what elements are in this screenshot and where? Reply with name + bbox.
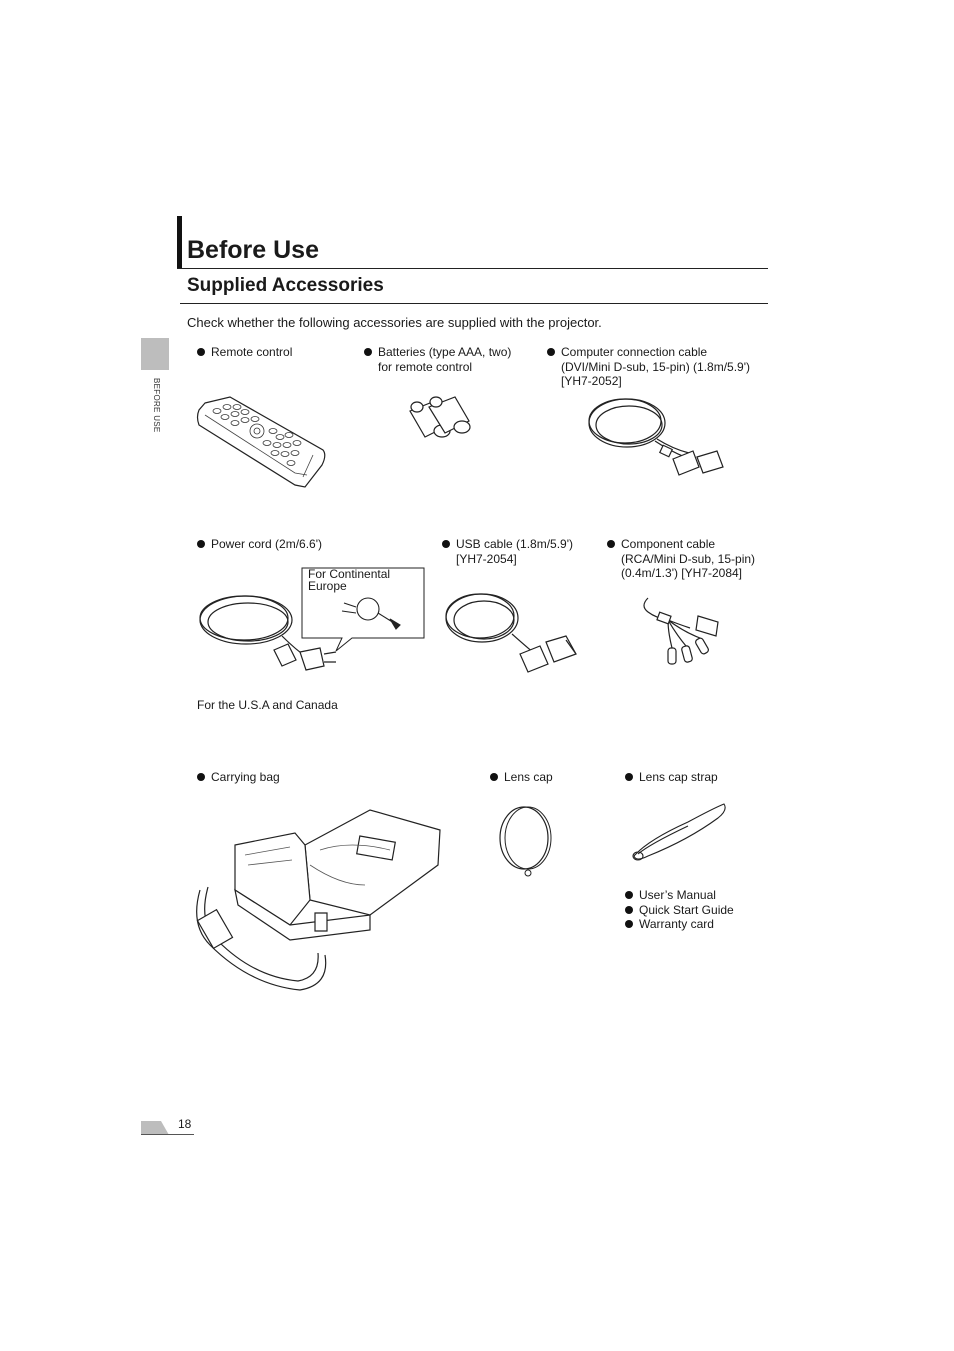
continental-label xyxy=(308,569,390,592)
item-label-line2: (DVI/Mini D-sub, 15-pin) (1.8m/5.9') xyxy=(561,359,751,374)
bullet xyxy=(197,773,205,781)
document-label: Quick Start Guide xyxy=(639,902,734,917)
title-accent-bar xyxy=(177,216,182,268)
item-label: USB cable (1.8m/5.9') xyxy=(456,537,574,551)
bullet xyxy=(442,540,450,548)
usb-cable-illustration xyxy=(442,588,582,680)
carrying-bag-illustration xyxy=(190,805,445,990)
remote-control-illustration xyxy=(195,395,330,490)
item-label: Batteries (type AAA, two) xyxy=(378,345,512,359)
item-label: Power cord (2m/6.6') xyxy=(211,537,322,551)
page-number-rule xyxy=(141,1134,194,1135)
list-item xyxy=(625,903,734,918)
page-number: 18 xyxy=(178,1117,192,1131)
component-cable-illustration xyxy=(638,588,728,678)
item-label: Computer connection cable xyxy=(561,345,708,359)
list-item xyxy=(625,888,734,903)
lens-cap-illustration xyxy=(498,803,558,878)
item-usb-cable xyxy=(442,537,573,566)
power-cord-illustration xyxy=(196,590,346,680)
page-title: Before Use xyxy=(187,236,319,264)
batteries-illustration xyxy=(405,395,480,445)
bullet xyxy=(490,773,498,781)
item-carrying-bag xyxy=(197,770,280,785)
bullet xyxy=(625,891,633,899)
item-label: Component cable xyxy=(621,537,716,551)
item-batteries xyxy=(364,345,511,374)
document-label: User’s Manual xyxy=(639,888,716,902)
intro-text: Check whether the following accessories are supplied with the projector. xyxy=(187,315,602,330)
item-component-cable xyxy=(607,537,755,581)
item-lens-cap xyxy=(490,770,553,785)
bullet xyxy=(197,540,205,548)
bullet xyxy=(197,348,205,356)
item-computer-cable xyxy=(547,345,750,389)
section-title: Supplied Accessories xyxy=(187,275,384,296)
bullet xyxy=(625,920,633,928)
bullet xyxy=(607,540,615,548)
side-tab-label: BEFORE USE xyxy=(152,378,161,433)
lens-cap-strap-illustration xyxy=(628,800,728,865)
item-label-line2: for remote control xyxy=(378,359,473,374)
continental-label-line2: Europe xyxy=(308,578,347,593)
item-power-cord xyxy=(197,537,322,552)
item-label: Remote control xyxy=(211,345,293,359)
computer-cable-illustration xyxy=(585,395,730,485)
bullet xyxy=(364,348,372,356)
item-label-line2: (RCA/Mini D-sub, 15-pin) xyxy=(621,551,756,566)
side-tab-marker xyxy=(141,338,169,370)
item-label: Carrying bag xyxy=(211,770,280,784)
item-label-line2: [YH7-2054] xyxy=(456,551,517,566)
bullet xyxy=(625,906,633,914)
item-remote-control xyxy=(197,345,292,360)
list-item xyxy=(625,917,734,932)
title-rule xyxy=(177,268,768,269)
item-label-line3: [YH7-2052] xyxy=(561,374,622,388)
item-lens-cap-strap xyxy=(625,770,718,785)
section-rule xyxy=(180,303,768,304)
page-tab-marker xyxy=(141,1121,171,1135)
item-label: Lens cap strap xyxy=(639,770,718,784)
bullet xyxy=(625,773,633,781)
bullet xyxy=(547,348,555,356)
usa-canada-label: For the U.S.A and Canada xyxy=(197,698,338,712)
item-label-line3: (0.4m/1.3') [YH7-2084] xyxy=(621,566,743,580)
documents-list xyxy=(625,888,734,932)
item-label: Lens cap xyxy=(504,770,553,784)
continental-label-line1: For Continental xyxy=(308,567,391,581)
document-label: Warranty card xyxy=(639,917,714,931)
